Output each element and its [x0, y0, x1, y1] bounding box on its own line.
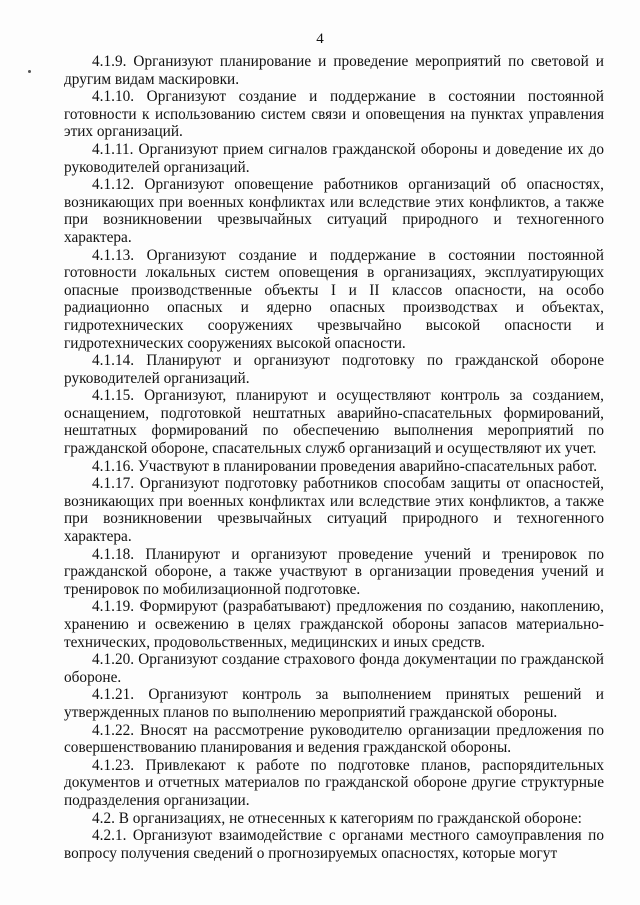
paragraph-4-2-1: 4.2.1. Организуют взаимодействие с органами местного самоуправления по вопросу получения сведений о прогнозируемых опасностях, которые могут [64, 827, 604, 862]
paragraph-4-1-23: 4.1.23. Привлекают к работе по подготовке планов, распорядительных документов и отчетных материалов по гражданской обороне другие структурные подразделения организации. [64, 756, 604, 809]
paragraph-4-1-9: 4.1.9. Организуют планирование и проведение мероприятий по световой и другим видам маскировки. [64, 53, 604, 88]
paragraph-4-1-13: 4.1.13. Организуют создание и поддержание в состоянии постоянной готовности локальных систем оповещения в организациях, эксплуатирующих опасные производственные объекты I и II классов опасности, на особо радиационно опасных и ядерно опасных производствах и объектах, гидротехнических сооружениях чрезвычайно высокой опасности и гидротехнических сооружениях высокой опасности. [64, 246, 604, 352]
paragraph-4-1-19: 4.1.19. Формируют (разрабатывают) предложения по созданию, накоплению, хранению и освежению в целях гражданской обороны запасов материально-технических, продовольственных, медицинских и иных средств. [64, 598, 604, 651]
paragraph-4-1-22: 4.1.22. Вносят на рассмотрение руководителю организации предложения по совершенствованию планирования и ведения гражданской обороны. [64, 721, 604, 757]
margin-mark [28, 70, 31, 73]
document-body [64, 53, 604, 862]
paragraph-4-1-16: 4.1.16. Участвуют в планировании проведения аварийно-спасательных работ. [92, 457, 598, 475]
paragraph-4-1-12: 4.1.12. Организуют оповещение работников организаций об опасностях, возникающих при военных конфликтах или вследствие этих конфликтов, а также при возникновении чрезвычайных ситуаций природного и техногенного характера. [64, 176, 604, 246]
paragraph-4-1-14: 4.1.14. Планируют и организуют подготовку по гражданской обороне руководителей организаций. [64, 352, 604, 387]
paragraph-4-1-15: 4.1.15. Организуют, планируют и осуществляют контроль за созданием, оснащением, подготовкой нештатных аварийно-спасательных формирований, нештатных формирований по обеспечению выполнения мероприятий по гражданской обороне, спасательных служб организаций и осуществляют их учет. [64, 387, 604, 458]
paragraph-4-1-20: 4.1.20. Организуют создание страхового фонда документации по гражданской обороне. [64, 651, 604, 686]
paragraph-4-1-10: 4.1.10. Организуют создание и поддержание в состоянии постоянной готовности к использованию систем связи и оповещения на пунктах управления этих организаций. [64, 88, 604, 141]
paragraph-4-1-17: 4.1.17. Организуют подготовку работников способам защиты от опасностей, возникающих при военных конфликтах или вследствие этих конфликтов, а также при возникновении чрезвычайных ситуаций природного и техногенного характера. [64, 475, 604, 546]
paragraph-4-1-11: 4.1.11. Организуют прием сигналов гражданской обороны и доведение их до руководителей организаций. [64, 140, 604, 176]
paragraph-4-1-18: 4.1.18. Планируют и организуют проведение учений и тренировок по гражданской обороне, а также участвуют в организации проведения учений и тренировок по мобилизационной подготовке. [64, 545, 604, 598]
paragraph-4-2: 4.2. В организациях, не отнесенных к категориям по гражданской обороне: [92, 809, 582, 827]
paragraph-4-1-21: 4.1.21. Организуют контроль за выполнением принятых решений и утвержденных планов по выполнению мероприятий гражданской обороны. [64, 686, 604, 721]
page-number: 4 [316, 31, 324, 47]
